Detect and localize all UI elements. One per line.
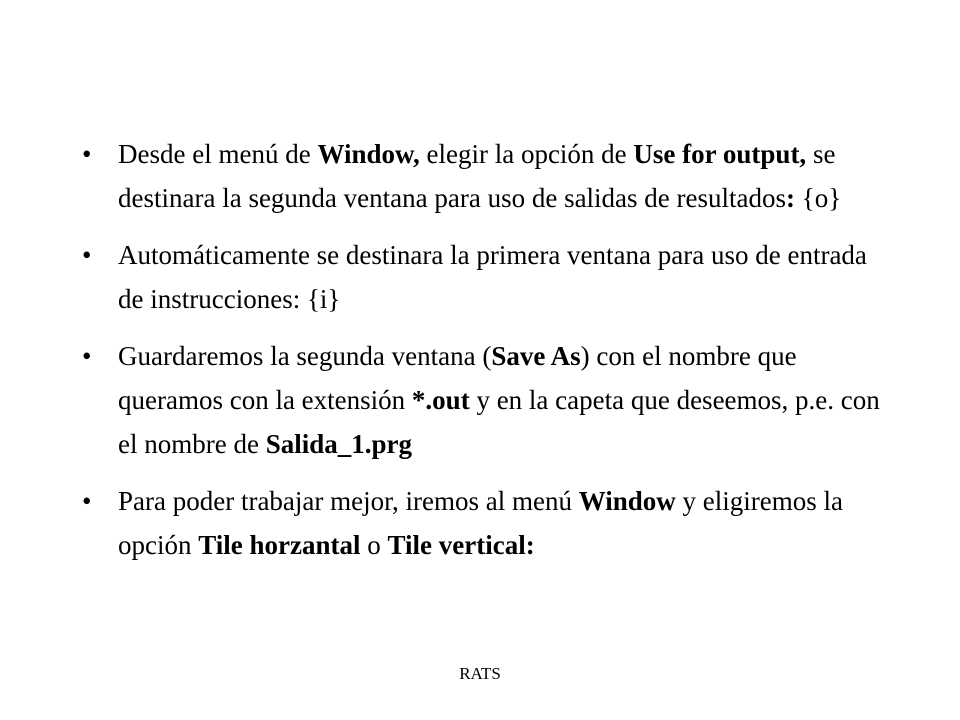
bullet-text: [118, 240, 867, 314]
text-run: Automáticamente se destinara la primera ventana para uso de entrada de instrucciones: {i}: [118, 240, 867, 314]
bullet-dot: •: [82, 341, 92, 371]
bullet-list: [82, 132, 882, 580]
bullet-item: [82, 479, 882, 567]
bold-text-run: Tile horzantal: [198, 530, 361, 560]
bullet-dot: •: [82, 139, 92, 169]
slide-footer: RATS: [459, 664, 501, 683]
bullet-item: [82, 233, 882, 321]
bullet-text: [118, 341, 880, 459]
text-run: y en la capeta que deseemos, p.e. con el nombre de: [118, 385, 880, 459]
bullet-text: [118, 486, 843, 560]
text-run: Para poder trabajar mejor, iremos al menú: [118, 486, 579, 516]
text-run: ) con el nombre que queramos con la extensión: [118, 341, 797, 415]
bullet-item: [82, 132, 882, 220]
bullet-item: [82, 334, 882, 466]
bold-text-run: Window,: [317, 139, 420, 169]
text-run: elegir la opción de: [419, 139, 634, 169]
text-run: se destinara la segunda ventana para uso de salidas de resultados: [118, 139, 836, 213]
text-run: y eligiremos la opción: [118, 486, 844, 560]
bold-text-run: Window: [578, 486, 676, 516]
bullet-dot: •: [82, 486, 92, 516]
bold-text-run: *.out: [411, 385, 470, 415]
text-run: Desde el menú de: [118, 139, 318, 169]
bullet-dot: •: [82, 240, 92, 270]
text-run: {o}: [795, 183, 842, 213]
bullet-text: [118, 139, 841, 213]
text-run: Guardaremos la segunda ventana (: [118, 341, 492, 371]
bold-text-run: Save As: [491, 341, 581, 371]
bold-text-run: Use for output,: [633, 139, 807, 169]
bold-text-run: Tile vertical:: [387, 530, 535, 560]
bold-text-run: Salida_1.prg: [265, 429, 412, 459]
bold-text-run: :: [786, 183, 796, 213]
text-run: o: [360, 530, 388, 560]
